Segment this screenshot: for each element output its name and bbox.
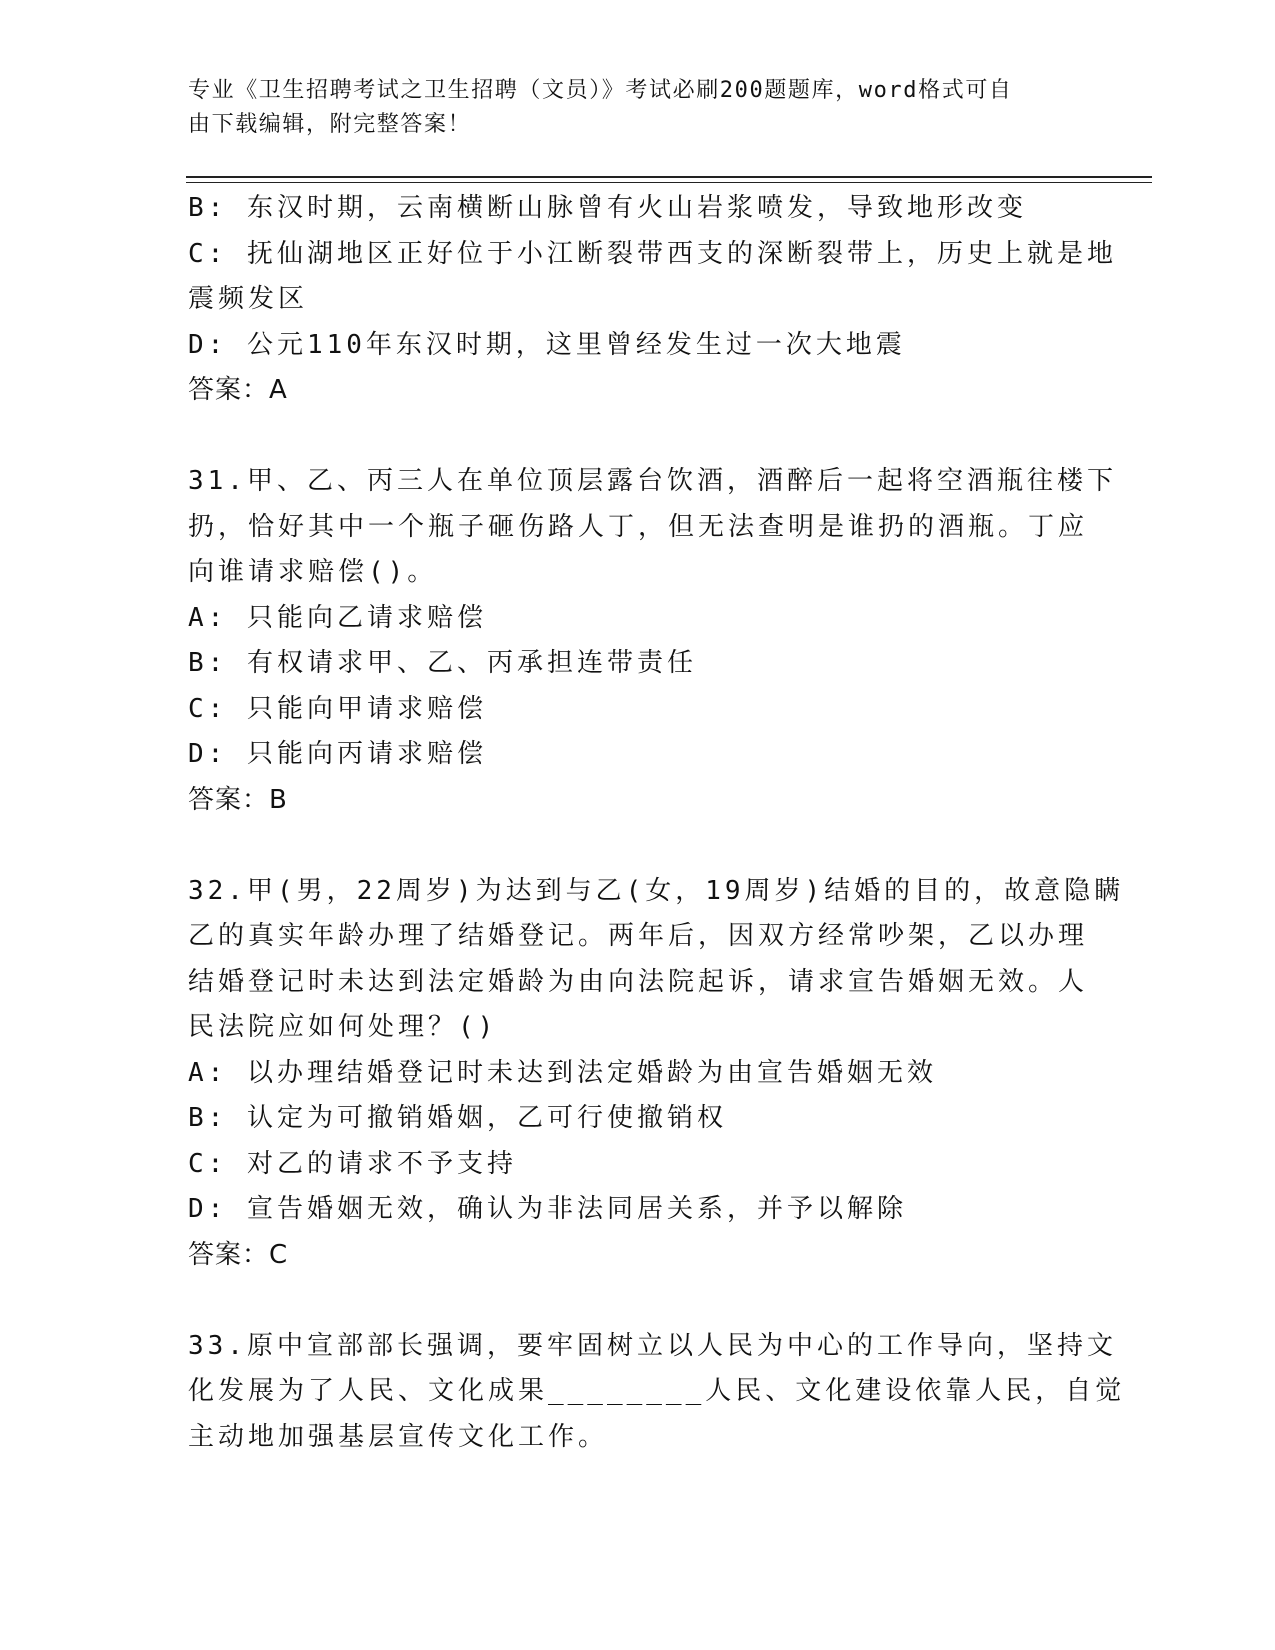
question-content <box>188 186 1126 1460</box>
question-31-block <box>188 459 1117 823</box>
question-stem-line: 31.甲、乙、丙三人在单位顶层露台饮酒，酒醉后一起将空酒瓶往楼下 <box>188 466 1117 496</box>
header-line-1: 专业《卫生招聘考试之卫生招聘（文员）》考试必刷200题题库，word格式可自 <box>188 78 1013 103</box>
document-header <box>188 74 1088 142</box>
previous-question-block <box>188 186 1117 414</box>
question-stem-line: 主动地加强基层宣传文化工作。 <box>188 1421 609 1452</box>
option-a: A: 只能向乙请求赔偿 <box>188 602 487 633</box>
question-stem-line: 结婚登记时未达到法定婚龄为由向法院起诉，请求宣告婚姻无效。人 <box>188 966 1089 997</box>
question-33-block <box>188 1324 1126 1461</box>
question-32-block <box>188 869 1125 1279</box>
option-c: C: 只能向甲请求赔偿 <box>188 693 487 724</box>
question-stem-line: 向谁请求赔偿()。 <box>188 557 438 587</box>
answer-label: 答案：A <box>188 375 288 405</box>
answer-label: 答案：B <box>188 784 288 815</box>
answer-label: 答案：C <box>188 1239 289 1270</box>
question-stem-line: 扔，恰好其中一个瓶子砸伤路人丁，但无法查明是谁扔的酒瓶。丁应 <box>188 511 1089 542</box>
question-stem-line: 33.原中宣部部长强调，要牢固树立以人民为中心的工作导向，坚持文 <box>188 1330 1117 1361</box>
option-d: D: 宣告婚姻无效，确认为非法同居关系，并予以解除 <box>188 1194 907 1224</box>
question-stem-line: 化发展为了人民、文化成果________人民、文化建设依靠人民，自觉 <box>188 1376 1126 1406</box>
option-b: B: 认定为可撤销婚姻，乙可行使撤销权 <box>188 1103 727 1133</box>
question-stem-line: 32.甲(男，22周岁)为达到与乙(女，19周岁)结婚的目的，故意隐瞒 <box>188 875 1125 906</box>
option-c: C: 抚仙湖地区正好位于小江断裂带西支的深断裂带上，历史上就是地 <box>188 238 1117 269</box>
question-stem-line: 乙的真实年龄办理了结婚登记。两年后，因双方经常吵架，乙以办理 <box>188 921 1089 951</box>
option-a: A: 以办理结婚登记时未达到法定婚龄为由宣告婚姻无效 <box>188 1057 937 1088</box>
option-d: D: 公元110年东汉时期，这里曾经发生过一次大地震 <box>188 329 906 360</box>
header-divider-thick <box>186 176 1152 178</box>
header-line-2: 由下载编辑，附完整答案！ <box>188 112 472 137</box>
spacer <box>188 414 1088 460</box>
option-b: B: 有权请求甲、乙、丙承担连带责任 <box>188 648 697 678</box>
spacer <box>188 823 1088 869</box>
option-c: C: 对乙的请求不予支持 <box>188 1148 517 1179</box>
option-b: B: 东汉时期，云南横断山脉曾有火山岩浆喷发，导致地形改变 <box>188 193 1027 223</box>
header-divider-thin <box>186 182 1152 183</box>
option-d: D: 只能向丙请求赔偿 <box>188 739 487 769</box>
question-stem-line: 民法院应如何处理？() <box>188 1012 498 1042</box>
spacer <box>188 1278 1088 1324</box>
option-c-continued: 震频发区 <box>188 284 309 314</box>
